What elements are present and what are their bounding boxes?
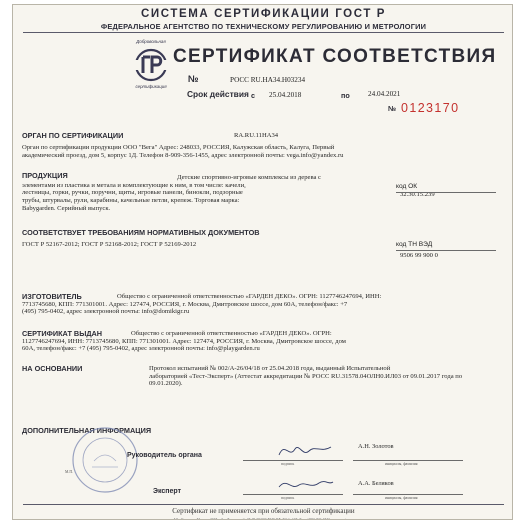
logo-top-caption: Добровольная (136, 39, 166, 44)
head-name-caption: инициалы, фамилия (385, 462, 418, 466)
code-tnved-value: 9506 99 900 0 (400, 252, 438, 259)
stamp-mp-label: М.П. (65, 470, 74, 474)
product-text: Детские спортивно-игровые комплексы из дерева с элементами из пластика и метала и комплектующие к ним, в том числе: качели, лестницы, горки, ручки, поручни, щиты, игровые панели, бинокли, подзорные трубы, штурвалы, рули, карабины, качельные петли, крепеж. Торговая марка: Babygarden. Серийный выпуск. (22, 174, 321, 212)
footer-divider (23, 504, 504, 505)
head-signature (275, 439, 335, 461)
validity-label: Срок действия (187, 89, 249, 99)
logo-bottom-caption: сертификация (135, 84, 167, 89)
serial-number: 0123170 (401, 101, 460, 115)
code-ok-label: код ОК (396, 183, 418, 190)
printer-imprint: АО «Опцион», Москва, 2017, «А». Лицензия № 05-05-09/003 ФНС РФ, ТЗ № 167. Тел.: (495) 726-4742, www.opcion.ru (173, 518, 354, 520)
footer-note: Сертификат не применяется при обязательной сертификации (172, 507, 355, 515)
head-name: А.Н. Золотов (358, 443, 394, 450)
certificate-number: РОСС RU.НА34.Н03234 (230, 76, 306, 84)
validity-from-word: с (251, 91, 255, 100)
code-tnved-underline (396, 250, 496, 251)
product-label: ПРОДУКЦИЯ (22, 171, 68, 180)
expert-signature-line (243, 494, 343, 495)
validity-to-date: 24.04.2021 (368, 90, 401, 98)
manufacturer-label: ИЗГОТОВИТЕЛЬ (22, 292, 82, 301)
cert-authority-code: RA.RU.11НА34 (234, 132, 279, 139)
issued-to-label: СЕРТИФИКАТ ВЫДАН (22, 329, 103, 338)
document-title: СЕРТИФИКАТ СООТВЕТСТВИЯ (173, 46, 497, 67)
basis-label: НА ОСНОВАНИИ (22, 364, 83, 373)
header-divider (23, 32, 504, 33)
validity-to-word: по (341, 91, 350, 100)
system-header: СИСТЕМА СЕРТИФИКАЦИИ ГОСТ Р (140, 8, 387, 20)
expert-name: А.А. Беляков (358, 480, 394, 487)
number-label: № (188, 74, 199, 85)
expert-name-line (353, 494, 463, 495)
additional-info-label: ДОПОЛНИТЕЛЬНАЯ ИНФОРМАЦИЯ (22, 426, 152, 435)
head-signature-caption: подпись (281, 462, 295, 466)
manufacturer-text: Общество с ограниченной ответственностью «ГАРДЕН ДЕКО». ОГРН: 1127746247694, ИНН: 7713745680, КПП: 771301001. Адрес: 127474, РОССИЯ, г. Москва, Дмитровское шоссе, дом 60А, телефон/факс: +7 (495) 795-0402, адрес электронной почты: info@domikigr.ru (22, 293, 382, 316)
expert-signature (275, 473, 335, 495)
expert-label: Эксперт (153, 488, 182, 495)
cert-authority-text: Орган по сертификации продукции ООО "Вега" Адрес: 248033, РОССИЯ, Калужская область, Калуга, Первый академический проезд, дом 5, корпус 1Д. Телефон 8-909-356-1455, адрес электронной почты: vega.info@yandex.ru (22, 144, 344, 159)
serial-label: № (388, 104, 397, 113)
validity-from-date: 25.04.2018 (269, 91, 302, 99)
code-tnved-label: код ТН ВЭД (396, 241, 433, 248)
basis-text: Протокол испытаний № 002/А-26/04/18 от 25.04.2018 года, выданный Испытательной лабораторией «Тест-Эксперт» (Аттестат аккредитации № РОСС RU.31578.04ОЛН0.ИЛ03 от 09.01.2017 года по 09.01.2020). (149, 365, 463, 388)
expert-signature-caption: подпись (281, 496, 295, 500)
head-label: Руководитель органа (127, 452, 202, 459)
gost-r-emblem-icon (133, 45, 169, 85)
gost-r-logo (133, 39, 169, 91)
requirements-label: СООТВЕТСТВУЕТ ТРЕБОВАНИЯМ НОРМАТИВНЫХ ДОКУМЕНТОВ (22, 228, 260, 237)
code-ok-box (396, 183, 435, 199)
head-name-line (353, 460, 463, 461)
head-signature-line (243, 460, 343, 461)
code-ok-underline (396, 192, 496, 193)
expert-name-caption: инициалы, фамилия (385, 496, 418, 500)
issued-to-text: Общество с ограниченной ответственностью «ГАРДЕН ДЕКО». ОГРН: 1127746247694, ИНН: 7713745680, КПП: 771301001. Адрес: 127474, РОССИЯ, г. Москва, Дмитровское шоссе, дом 60А, телефон/факс: +7 (495) 795-0402, адрес электронной почты: info@playgarden.ru (22, 330, 346, 353)
certificate-sheet (12, 4, 513, 520)
cert-authority-label: ОРГАН ПО СЕРТИФИКАЦИИ (22, 131, 124, 140)
agency-header: ФЕДЕРАЛЬНОЕ АГЕНТСТВО ПО ТЕХНИЧЕСКОМУ РЕГУЛИРОВАНИЮ И МЕТРОЛОГИИ (100, 22, 427, 31)
requirements-text: ГОСТ Р 52167-2012; ГОСТ Р 52168-2012; ГОСТ Р 52169-2012 (22, 241, 197, 248)
organ-stamp (70, 425, 140, 495)
code-ok-value: 32.30.15.239 (400, 191, 435, 198)
